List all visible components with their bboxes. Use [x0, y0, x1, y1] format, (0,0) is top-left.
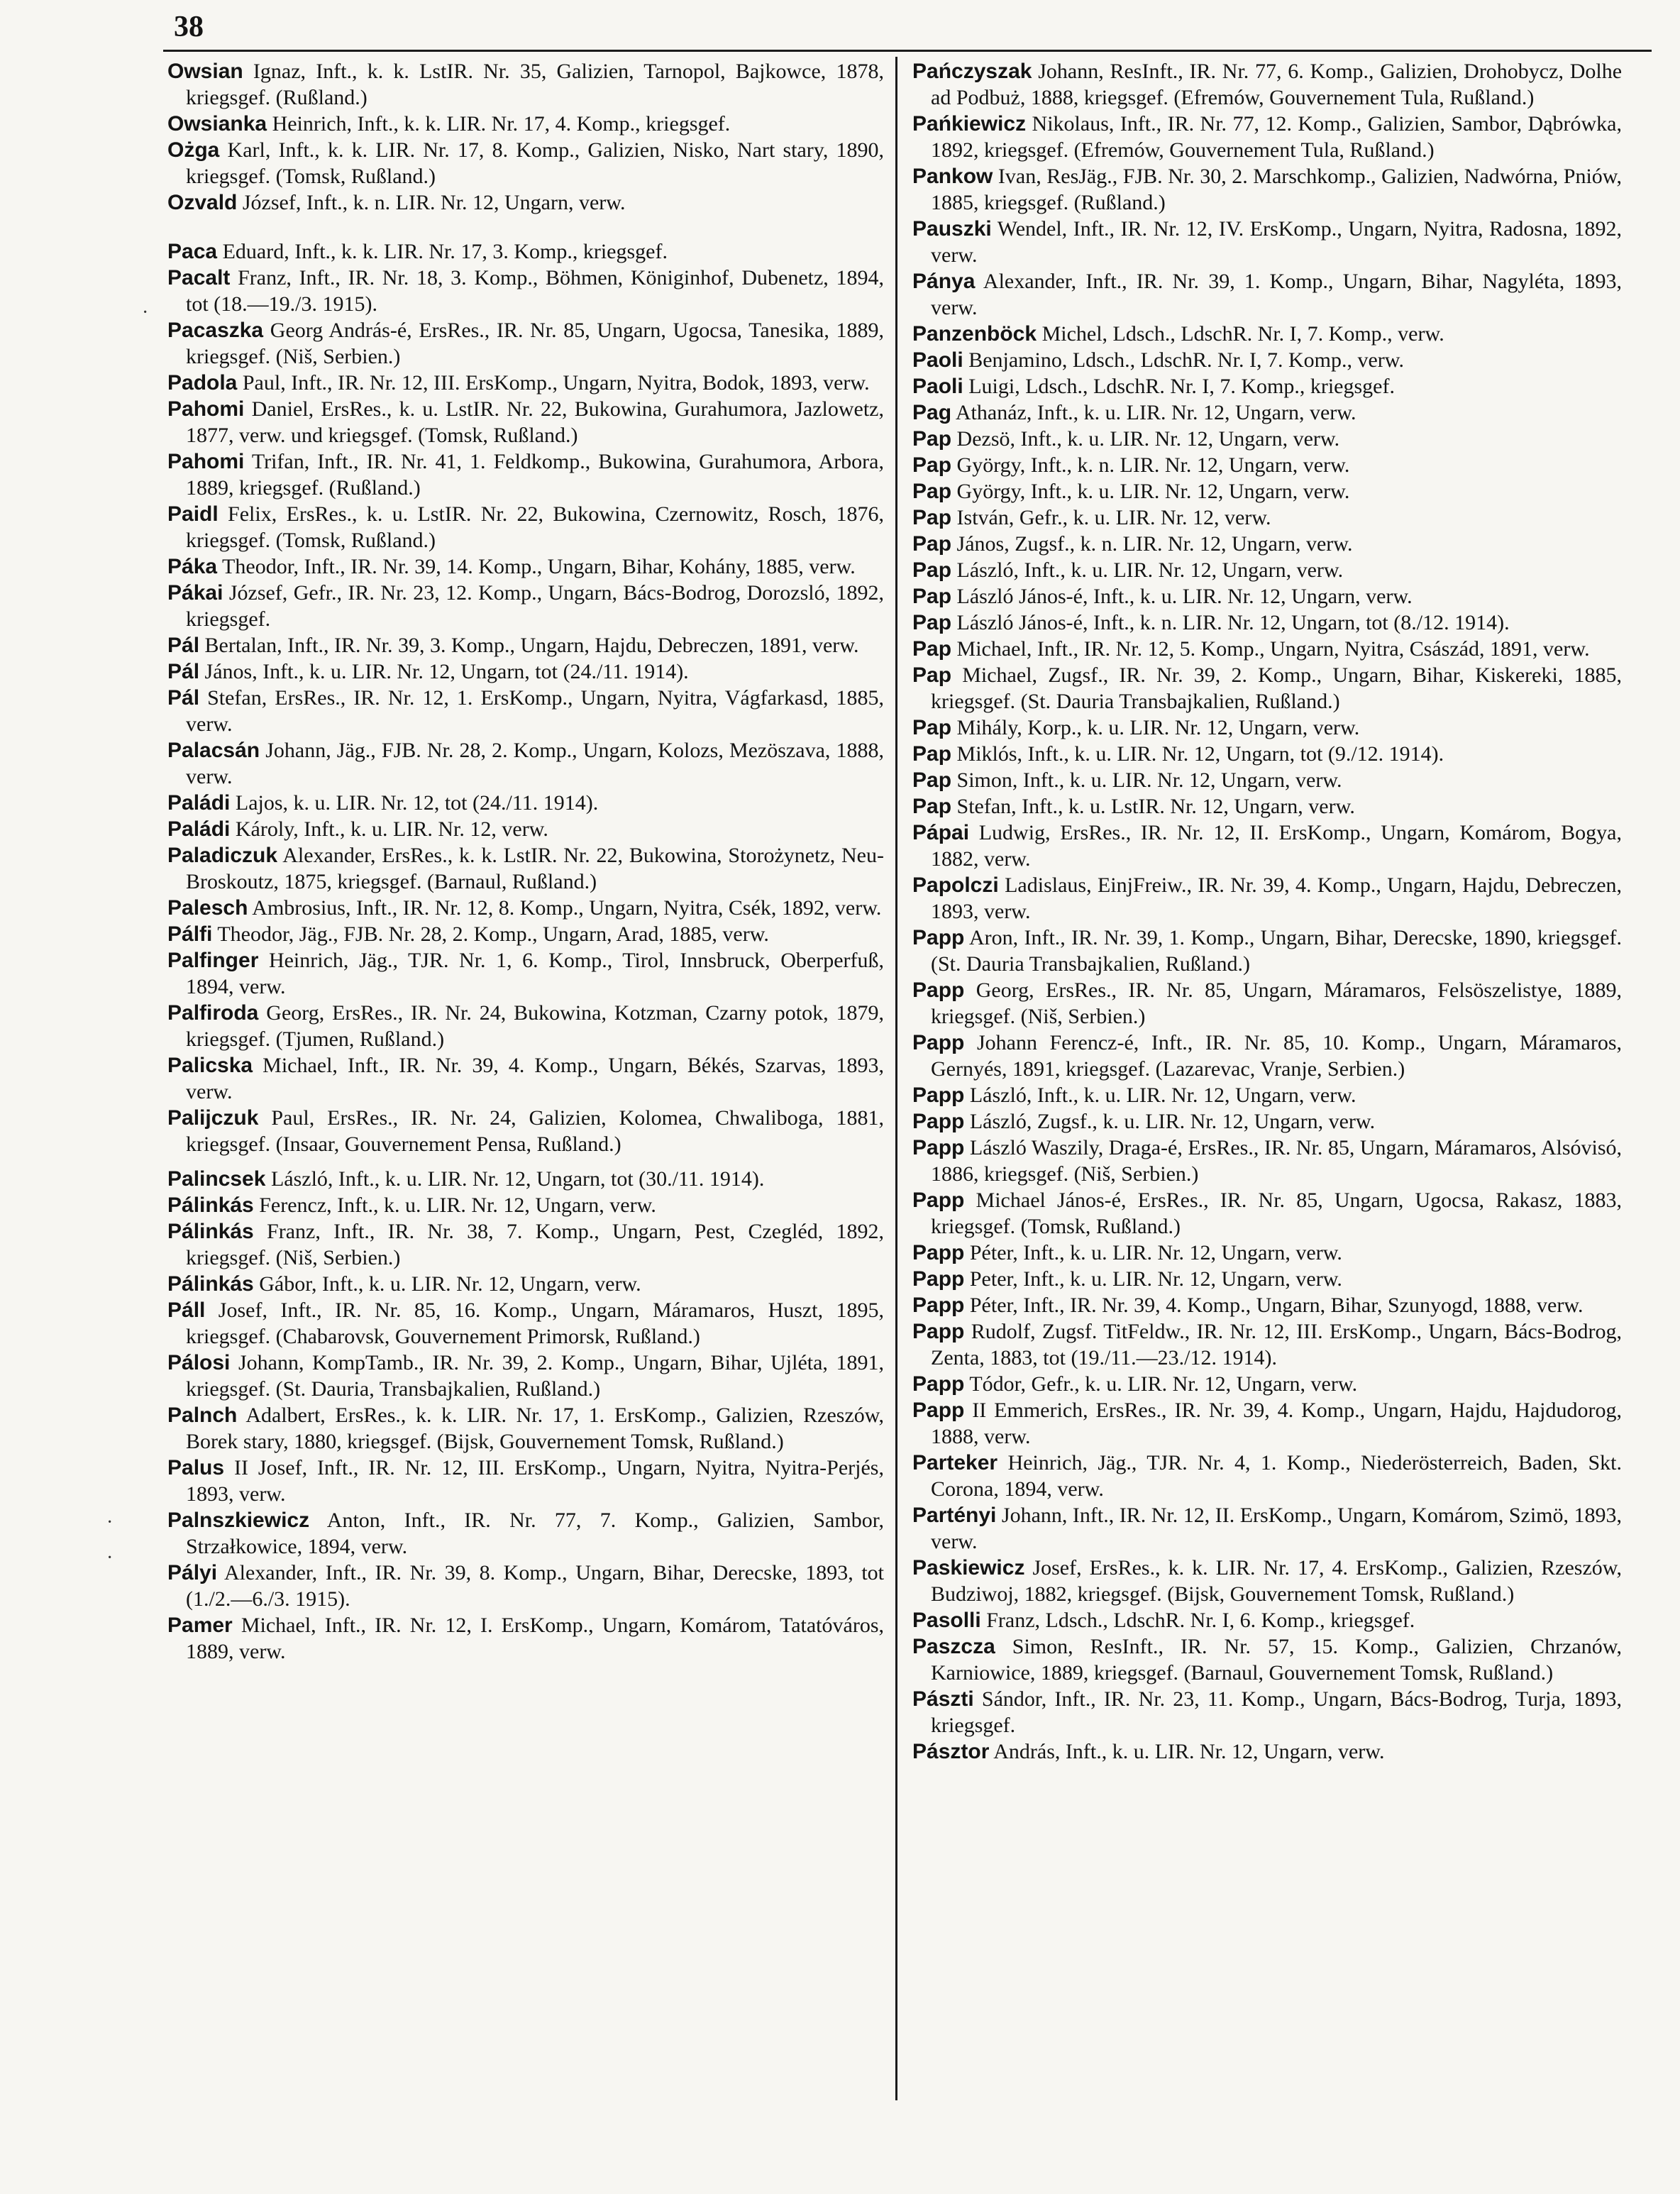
entry-surname: Palnch	[167, 1404, 238, 1427]
register-entry	[912, 872, 1622, 925]
entry-surname: Papp	[912, 1320, 965, 1343]
register-entry	[167, 448, 884, 501]
register-entry	[167, 189, 884, 216]
entry-surname: Palicska	[167, 1054, 253, 1077]
entry-surname: Pap	[912, 558, 952, 582]
entry-details: Michael, Inft., IR. Nr. 12, I. ErsKomp., Ungarn, Komárom, Tatatóváros, 1889, verw.	[186, 1614, 884, 1663]
register-entry	[167, 737, 884, 790]
entry-details: Alexander, Inft., IR. Nr. 39, 1. Komp., Ungarn, Bihar, Nagyléta, 1893, verw.	[931, 270, 1622, 319]
register-entry	[912, 1187, 1622, 1240]
register-entry	[912, 662, 1622, 715]
margin-mark: ·	[106, 1547, 114, 1569]
register-entry	[912, 1397, 1622, 1450]
entry-surname: Ozvald	[167, 191, 238, 214]
register-entry	[167, 685, 884, 737]
entry-details: Eduard, Inft., k. k. LIR. Nr. 17, 3. Komp., kriegsgef.	[222, 240, 668, 263]
entry-surname: Papp	[912, 1241, 965, 1264]
entry-details: Péter, Inft., k. u. LIR. Nr. 12, Ungarn, verw.	[969, 1241, 1342, 1264]
entry-details: László, Inft., k. u. LIR. Nr. 12, Ungarn, tot (30./11. 1914).	[270, 1167, 765, 1191]
entry-surname: Pap	[912, 585, 952, 608]
register-entry	[167, 842, 884, 895]
entry-details: Rudolf, Zugsf. TitFeldw., IR. Nr. 12, III. ErsKomp., Ungarn, Bács-Bodrog, Zenta, 1883, tot (19./11.—23./12. 1914).	[931, 1320, 1623, 1369]
entry-surname: Parteker	[912, 1451, 998, 1474]
register-entry	[912, 373, 1622, 399]
entry-surname: Pásztor	[912, 1740, 990, 1763]
column-divider	[895, 57, 897, 2100]
register-entry	[912, 1633, 1622, 1686]
entry-surname: Pap	[912, 716, 952, 739]
entry-surname: Pap	[912, 795, 952, 818]
entry-details: László Waszily, Draga-é, ErsRes., IR. Nr. 85, Ungarn, Máramaros, Alsóvisó, 1886, kriegsgef. (Niš, Serbien.)	[931, 1136, 1623, 1186]
entry-details: József, Gefr., IR. Nr. 23, 12. Komp., Ungarn, Bács-Bodrog, Dorozsló, 1892, kriegsgef.	[186, 581, 884, 631]
entry-details: Paul, ErsRes., IR. Nr. 24, Galizien, Kolomea, Chwaliboga, 1881, kriegsgef. (Insaar, Gouvernement Pensa, Rußland.)	[186, 1106, 884, 1156]
entry-details: Simon, ResInft., IR. Nr. 57, 15. Komp., Galizien, Chrzanów, Karniowice, 1889, kriegsgef. (Barnaul, Gouvernement Tomsk, Rußland.)	[931, 1635, 1622, 1685]
entry-surname: Pankow	[912, 165, 993, 188]
entry-details: Bertalan, Inft., IR. Nr. 39, 3. Komp., Ungarn, Hajdu, Debreczen, 1891, verw.	[204, 634, 859, 657]
entry-details: László, Inft., k. u. LIR. Nr. 12, Ungarn, verw.	[956, 558, 1344, 582]
register-entry	[912, 452, 1622, 478]
entry-surname: Paládi	[167, 817, 231, 841]
entry-surname: Papp	[912, 1031, 965, 1054]
entry-details: Alexander, Inft., IR. Nr. 39, 8. Komp., Ungarn, Bihar, Derecske, 1893, tot (1./2.—6./3. 1915).	[186, 1561, 884, 1611]
entry-details: Ambrosius, Inft., IR. Nr. 12, 8. Komp., Ungarn, Nyitra, Csék, 1892, verw.	[252, 896, 882, 920]
entry-surname: Pap	[912, 742, 952, 766]
entry-details: Franz, Ldsch., LdschR. Nr. I, 6. Komp., kriegsgef.	[986, 1609, 1415, 1632]
entry-details: Josef, ErsRes., k. k. LIR. Nr. 17, 4. ErsKomp., Galizien, Rzeszów, Budziwoj, 1882, kriegsgef. (Bijsk, Gouvernement Tomsk, Rußland.)	[931, 1556, 1622, 1606]
entry-details: Adalbert, ErsRes., k. k. LIR. Nr. 17, 1. ErsKomp., Galizien, Rzeszów, Borek stary, 1880, kriegsgef. (Bijsk, Gouvernement Tomsk, Rußland.)	[186, 1404, 884, 1453]
entry-details: II Emmerich, ErsRes., IR. Nr. 39, 4. Komp., Ungarn, Hajdu, Hajdudorog, 1888, verw.	[931, 1399, 1622, 1448]
entry-surname: Palesch	[167, 896, 248, 920]
entry-details: Stefan, ErsRes., IR. Nr. 12, 1. ErsKomp., Ungarn, Nyitra, Vágfarkasd, 1885, verw.	[186, 686, 884, 736]
entry-surname: Owsian	[167, 60, 243, 83]
register-entry	[912, 977, 1622, 1030]
entry-details: Heinrich, Jäg., TJR. Nr. 4, 1. Komp., Niederösterreich, Baden, Skt. Corona, 1894, verw.	[931, 1451, 1623, 1501]
entry-details: Benjamino, Ldsch., LdschR. Nr. I, 7. Komp., verw.	[968, 348, 1405, 372]
register-entry	[167, 501, 884, 553]
register-entry	[167, 265, 884, 317]
register-entry	[167, 553, 884, 580]
register-entry	[912, 1030, 1622, 1082]
register-entry	[912, 767, 1622, 793]
register-entry	[912, 557, 1622, 583]
entry-details: László, Inft., k. u. LIR. Nr. 12, Ungarn, verw.	[969, 1084, 1356, 1107]
header-rule	[163, 50, 1652, 52]
left-column	[167, 58, 884, 1665]
entry-details: Gábor, Inft., k. u. LIR. Nr. 12, Ungarn, verw.	[259, 1272, 641, 1296]
entry-surname: Pánya	[912, 270, 976, 293]
entry-surname: Pálinkás	[167, 1220, 254, 1243]
entry-details: Trifan, Inft., IR. Nr. 41, 1. Feldkomp., Bukowina, Gurahumora, Arbora, 1889, kriegsgef. (Rußland.)	[186, 450, 884, 500]
entry-details: Lajos, k. u. LIR. Nr. 12, tot (24./11. 1914).	[235, 791, 599, 815]
register-entry	[912, 741, 1622, 767]
entry-surname: Papp	[912, 1294, 965, 1317]
register-entry	[167, 1192, 884, 1218]
entry-details: László János-é, Inft., k. u. LIR. Nr. 12, Ungarn, verw.	[956, 585, 1413, 608]
entry-surname: Paszcza	[912, 1635, 995, 1658]
register-entry	[912, 268, 1622, 321]
entry-details: Johann, Inft., IR. Nr. 12, II. ErsKomp., Ungarn, Komárom, Szimö, 1893, verw.	[931, 1504, 1623, 1553]
entry-details: Franz, Inft., IR. Nr. 18, 3. Komp., Böhmen, Königinhof, Dubenetz, 1894, tot (18.—19./3. 1915).	[186, 266, 884, 316]
entry-details: Stefan, Inft., k. u. LstIR. Nr. 12, Ungarn, verw.	[956, 795, 1355, 818]
entry-surname: Palfiroda	[167, 1001, 259, 1025]
entry-details: Anton, Inft., IR. Nr. 77, 7. Komp., Galizien, Sambor, Strzałkowice, 1894, verw.	[186, 1509, 884, 1558]
entry-surname: Pańkiewicz	[912, 112, 1027, 136]
entry-surname: Pál	[167, 634, 200, 657]
entry-details: Mihály, Korp., k. u. LIR. Nr. 12, Ungarn, verw.	[956, 716, 1360, 739]
entry-surname: Páll	[167, 1299, 206, 1322]
register-entry	[167, 1560, 884, 1612]
entry-details: Michel, Ldsch., LdschR. Nr. I, 7. Komp., verw.	[1041, 322, 1444, 346]
register-entry	[912, 505, 1622, 531]
register-entry	[912, 1371, 1622, 1397]
entry-surname: Papp	[912, 1399, 965, 1422]
entry-surname: Paladiczuk	[167, 844, 278, 867]
register-entry	[912, 1318, 1622, 1371]
entry-details: Theodor, Inft., IR. Nr. 39, 14. Komp., Ungarn, Bihar, Kohány, 1885, verw.	[222, 555, 856, 578]
register-entry	[912, 321, 1622, 347]
entry-surname: Palijczuk	[167, 1106, 259, 1130]
register-entry	[167, 238, 884, 265]
register-entry	[912, 347, 1622, 373]
entry-surname: Owsianka	[167, 112, 267, 136]
entry-surname: Paidl	[167, 502, 219, 526]
entry-surname: Pap	[912, 768, 952, 792]
entry-surname: Pahomi	[167, 450, 245, 473]
entry-details: László János-é, Inft., k. n. LIR. Nr. 12, Ungarn, tot (8./12. 1914).	[956, 611, 1510, 634]
entry-surname: Paoli	[912, 348, 963, 372]
entry-details: József, Inft., k. n. LIR. Nr. 12, Ungarn, verw.	[242, 191, 626, 214]
entry-details: János, Inft., k. u. LIR. Nr. 12, Ungarn, tot (24./11. 1914).	[204, 660, 689, 683]
register-entry	[167, 658, 884, 685]
register-entry	[912, 583, 1622, 610]
register-entry	[912, 399, 1622, 426]
entry-details: II Josef, Inft., IR. Nr. 12, III. ErsKomp., Ungarn, Nyitra, Nyitra-Perjés, 1893, verw.	[186, 1456, 884, 1506]
entry-details: Johann, ResInft., IR. Nr. 77, 6. Komp., Galizien, Drohobycz, Dolhe ad Podbuż, 1888, kriegsgef. (Efremów, Gouvernement Tula, Rußland.)	[931, 60, 1623, 109]
register-entry	[167, 790, 884, 816]
entry-details: Karl, Inft., k. k. LIR. Nr. 17, 8. Komp., Galizien, Nisko, Nart stary, 1890, kriegsgef. (Tomsk, Rußland.)	[186, 138, 885, 188]
register-entry	[912, 1266, 1622, 1292]
register-entry	[912, 1292, 1622, 1318]
entry-details: Dezsö, Inft., k. u. LIR. Nr. 12, Ungarn, verw.	[956, 427, 1340, 451]
register-entry	[912, 1502, 1622, 1555]
entry-surname: Papp	[912, 1189, 965, 1212]
entry-details: Franz, Inft., IR. Nr. 38, 7. Komp., Ungarn, Pest, Czegléd, 1892, kriegsgef. (Niš, Serbien.)	[186, 1220, 884, 1269]
register-entry	[912, 531, 1622, 557]
register-entry	[167, 1297, 884, 1350]
entry-surname: Papp	[912, 1267, 965, 1291]
entry-surname: Padola	[167, 371, 238, 395]
register-entry	[167, 58, 884, 111]
entry-details: György, Inft., k. u. LIR. Nr. 12, Ungarn, verw.	[956, 480, 1350, 503]
register-entry	[167, 895, 884, 921]
register-entry	[912, 715, 1622, 741]
register-entry	[167, 317, 884, 370]
register-entry	[167, 396, 884, 448]
register-entry	[912, 216, 1622, 268]
register-entry	[167, 1271, 884, 1297]
register-entry	[167, 1350, 884, 1402]
register-entry	[167, 137, 884, 189]
entry-surname: Pasolli	[912, 1609, 981, 1632]
entry-surname: Pap	[912, 506, 952, 529]
entry-details: György, Inft., k. n. LIR. Nr. 12, Ungarn, verw.	[956, 453, 1350, 477]
entry-details: Daniel, ErsRes., k. u. LstIR. Nr. 22, Bukowina, Gurahumora, Jazlowetz, 1877, verw. und kriegsgef. (Tomsk, Rußland.)	[186, 397, 885, 447]
entry-surname: Panzenböck	[912, 322, 1037, 346]
entry-surname: Papp	[912, 1110, 965, 1133]
entry-details: Wendel, Inft., IR. Nr. 12, IV. ErsKomp., Ungarn, Nyitra, Radosna, 1892, verw.	[931, 217, 1622, 267]
register-entry	[912, 478, 1622, 505]
register-entry	[912, 610, 1622, 636]
register-entry	[912, 1686, 1622, 1738]
entry-details: Theodor, Jäg., FJB. Nr. 28, 2. Komp., Ungarn, Arad, 1885, verw.	[217, 922, 769, 946]
entry-details: Simon, Inft., k. u. LIR. Nr. 12, Ungarn, verw.	[956, 768, 1342, 792]
entry-surname: Partényi	[912, 1504, 997, 1527]
entry-surname: Pákai	[167, 581, 223, 605]
entry-surname: Papp	[912, 1372, 965, 1396]
entry-surname: Paskiewicz	[912, 1556, 1025, 1580]
entry-surname: Papp	[912, 979, 965, 1002]
entry-surname: Pap	[912, 480, 952, 503]
entry-details: István, Gefr., k. u. LIR. Nr. 12, verw.	[956, 506, 1271, 529]
register-entry	[167, 1507, 884, 1560]
entry-details: Sándor, Inft., IR. Nr. 23, 11. Komp., Ungarn, Bács-Bodrog, Turja, 1893, kriegsgef.	[931, 1687, 1623, 1737]
register-entry	[167, 1218, 884, 1271]
register-entry	[167, 816, 884, 842]
entry-details: Peter, Inft., k. u. LIR. Nr. 12, Ungarn, verw.	[969, 1267, 1342, 1291]
entry-surname: Pászti	[912, 1687, 974, 1711]
right-column	[912, 58, 1622, 1765]
page-number: 38	[174, 11, 204, 43]
register-entry	[167, 947, 884, 1000]
entry-surname: Pamer	[167, 1614, 233, 1637]
entry-surname: Pálinkás	[167, 1272, 254, 1296]
entry-surname: Pálinkás	[167, 1194, 254, 1217]
entry-details: Ignaz, Inft., k. k. LstIR. Nr. 35, Galizien, Tarnopol, Bajkowce, 1878, kriegsgef. (Rußland.)	[186, 60, 884, 109]
entry-details: László, Zugsf., k. u. LIR. Nr. 12, Ungarn, verw.	[969, 1110, 1376, 1133]
entry-surname: Ożga	[167, 138, 220, 162]
entry-details: Nikolaus, Inft., IR. Nr. 77, 12. Komp., Galizien, Sambor, Dąbrówka, 1892, kriegsgef. (Efremów, Gouvernement Tula, Rußland.)	[931, 112, 1622, 162]
register-entry	[912, 925, 1622, 977]
entry-surname: Paca	[167, 240, 218, 263]
register-entry	[167, 1105, 884, 1157]
register-entry	[167, 111, 884, 137]
entry-details: Paul, Inft., IR. Nr. 12, III. ErsKomp., Ungarn, Nyitra, Bodok, 1893, verw.	[242, 371, 870, 395]
entry-details: Felix, ErsRes., k. u. LstIR. Nr. 22, Bukowina, Czernowitz, Rosch, 1876, kriegsgef. (Tomsk, Rußland.)	[186, 502, 885, 552]
register-entry	[912, 636, 1622, 662]
entry-surname: Pályi	[167, 1561, 218, 1584]
register-entry	[912, 1450, 1622, 1502]
register-entry	[167, 580, 884, 632]
entry-surname: Pap	[912, 453, 952, 477]
entry-surname: Palfinger	[167, 949, 259, 972]
entry-surname: Páka	[167, 555, 218, 578]
entry-surname: Pap	[912, 637, 952, 661]
register-entry	[912, 793, 1622, 820]
entry-surname: Pápai	[912, 821, 970, 844]
register-entry	[912, 1607, 1622, 1633]
entry-surname: Paoli	[912, 375, 963, 398]
entry-details: János, Zugsf., k. n. LIR. Nr. 12, Ungarn, verw.	[956, 532, 1353, 556]
entry-details: Johann Ferencz-é, Inft., IR. Nr. 85, 10. Komp., Ungarn, Máramaros, Gernyés, 1891, kriegsgef. (Lazarevac, Vranje, Serbien.)	[931, 1031, 1622, 1081]
entry-details: Aron, Inft., IR. Nr. 39, 1. Komp., Ungarn, Bihar, Derecske, 1890, kriegsgef. (St. Dauria Transbajkalien, Rußland.)	[931, 926, 1622, 976]
margin-mark: ·	[142, 302, 149, 324]
register-entry	[167, 1052, 884, 1105]
entry-surname: Papp	[912, 1084, 965, 1107]
register-entry	[167, 1166, 884, 1192]
entry-details: Michael János-é, ErsRes., IR. Nr. 85, Ungarn, Ugocsa, Rakasz, 1883, kriegsgef. (Tomsk, Rußland.)	[931, 1189, 1623, 1238]
entry-surname: Papp	[912, 1136, 965, 1159]
entry-details: Georg, ErsRes., IR. Nr. 24, Bukowina, Kotzman, Czarny potok, 1879, kriegsgef. (Tjumen, Rußland.)	[186, 1001, 885, 1051]
entry-details: Miklós, Inft., k. u. LIR. Nr. 12, Ungarn, tot (9./12. 1914).	[956, 742, 1444, 766]
entry-details: Ludwig, ErsRes., IR. Nr. 12, II. ErsKomp., Ungarn, Komárom, Bogya, 1882, verw.	[931, 821, 1622, 871]
entry-details: Péter, Inft., IR. Nr. 39, 4. Komp., Ungarn, Bihar, Szunyogd, 1888, verw.	[969, 1294, 1584, 1317]
entry-details: Heinrich, Jäg., TJR. Nr. 1, 6. Komp., Tirol, Innsbruck, Oberperfuß, 1894, verw.	[186, 949, 884, 998]
entry-surname: Pauszki	[912, 217, 992, 241]
entry-details: Ladislaus, EinjFreiw., IR. Nr. 39, 4. Komp., Ungarn, Hajdu, Debreczen, 1893, verw.	[931, 873, 1623, 923]
entry-details: Michael, Zugsf., IR. Nr. 39, 2. Komp., Ungarn, Bihar, Kiskereki, 1885, kriegsgef. (St. Dauria Transbajkalien, Rußland.)	[931, 663, 1622, 713]
register-entry	[912, 163, 1622, 216]
entry-surname: Pacalt	[167, 266, 231, 290]
entry-surname: Palincsek	[167, 1167, 266, 1191]
entry-details: Ivan, ResJäg., FJB. Nr. 30, 2. Marschkomp., Galizien, Nadwórna, Pniów, 1885, kriegsgef. (Rußland.)	[931, 165, 1623, 214]
entry-details: András, Inft., k. u. LIR. Nr. 12, Ungarn, verw.	[993, 1740, 1385, 1763]
entry-surname: Paládi	[167, 791, 231, 815]
entry-surname: Palus	[167, 1456, 225, 1479]
register-entry	[912, 1082, 1622, 1108]
margin-mark: ·	[106, 1511, 114, 1533]
register-entry	[167, 1000, 884, 1052]
entry-surname: Palacsán	[167, 739, 260, 762]
register-entry	[912, 1738, 1622, 1765]
entry-surname: Pacaszka	[167, 319, 264, 342]
entry-details: Josef, Inft., IR. Nr. 85, 16. Komp., Ungarn, Máramaros, Huszt, 1895, kriegsgef. (Chabarovsk, Gouvernement Primorsk, Rußland.)	[186, 1299, 885, 1348]
entry-details: Georg, ErsRes., IR. Nr. 85, Ungarn, Máramaros, Felsöszelistye, 1889, kriegsgef. (Niš, Serbien.)	[931, 979, 1623, 1028]
register-entry	[167, 1455, 884, 1507]
register-entry	[912, 1135, 1622, 1187]
register-entry	[912, 58, 1622, 111]
register-entry	[912, 1108, 1622, 1135]
entry-surname: Papolczi	[912, 873, 999, 897]
register-entry	[167, 1612, 884, 1665]
entry-surname: Pap	[912, 532, 952, 556]
register-entry	[167, 921, 884, 947]
register-entry	[912, 820, 1622, 872]
entry-surname: Pap	[912, 663, 952, 687]
entry-details: Johann, Jäg., FJB. Nr. 28, 2. Komp., Ungarn, Kolozs, Mezöszava, 1888, verw.	[186, 739, 884, 788]
entry-surname: Pańczyszak	[912, 60, 1032, 83]
entry-surname: Papp	[912, 926, 965, 949]
entry-details: Johann, KompTamb., IR. Nr. 39, 2. Komp., Ungarn, Bihar, Ujléta, 1891, kriegsgef. (St. Dauria, Transbajkalien, Rußland.)	[186, 1351, 884, 1401]
register-entry	[167, 370, 884, 396]
entry-details: Georg András-é, ErsRes., IR. Nr. 85, Ungarn, Ugocsa, Tanesika, 1889, kriegsgef. (Niš, Serbien.)	[186, 319, 884, 368]
entry-surname: Pál	[167, 660, 200, 683]
entry-surname: Pál	[167, 686, 200, 710]
entry-surname: Pálfi	[167, 922, 213, 946]
entry-details: Michael, Inft., IR. Nr. 39, 4. Komp., Ungarn, Békés, Szarvas, 1893, verw.	[186, 1054, 884, 1103]
entry-details: Heinrich, Inft., k. k. LIR. Nr. 17, 4. Komp., kriegsgef.	[272, 112, 731, 136]
entry-details: Károly, Inft., k. u. LIR. Nr. 12, verw.	[235, 817, 548, 841]
entry-details: Athanáz, Inft., k. u. LIR. Nr. 12, Ungarn, verw.	[955, 401, 1356, 424]
entry-details: Alexander, ErsRes., k. k. LstIR. Nr. 22, Bukowina, Storożynetz, Neu-Broskoutz, 1875, kriegsgef. (Barnaul, Rußland.)	[186, 844, 884, 893]
register-entry	[912, 111, 1622, 163]
entry-surname: Pag	[912, 401, 952, 424]
entry-details: Tódor, Gefr., k. u. LIR. Nr. 12, Ungarn, verw.	[969, 1372, 1358, 1396]
entry-surname: Pap	[912, 611, 952, 634]
register-entry	[912, 1240, 1622, 1266]
entry-surname: Pálosi	[167, 1351, 231, 1374]
register-entry	[912, 1555, 1622, 1607]
entry-surname: Palnszkiewicz	[167, 1509, 310, 1532]
register-entry	[167, 632, 884, 658]
entry-surname: Pap	[912, 427, 952, 451]
entry-details: Ferencz, Inft., k. u. LIR. Nr. 12, Ungarn, verw.	[259, 1194, 656, 1217]
entry-details: Michael, Inft., IR. Nr. 12, 5. Komp., Ungarn, Nyitra, Császád, 1891, verw.	[956, 637, 1590, 661]
register-entry	[912, 426, 1622, 452]
entry-surname: Pahomi	[167, 397, 245, 421]
entry-details: Luigi, Ldsch., LdschR. Nr. I, 7. Komp., kriegsgef.	[968, 375, 1395, 398]
register-entry	[167, 1402, 884, 1455]
